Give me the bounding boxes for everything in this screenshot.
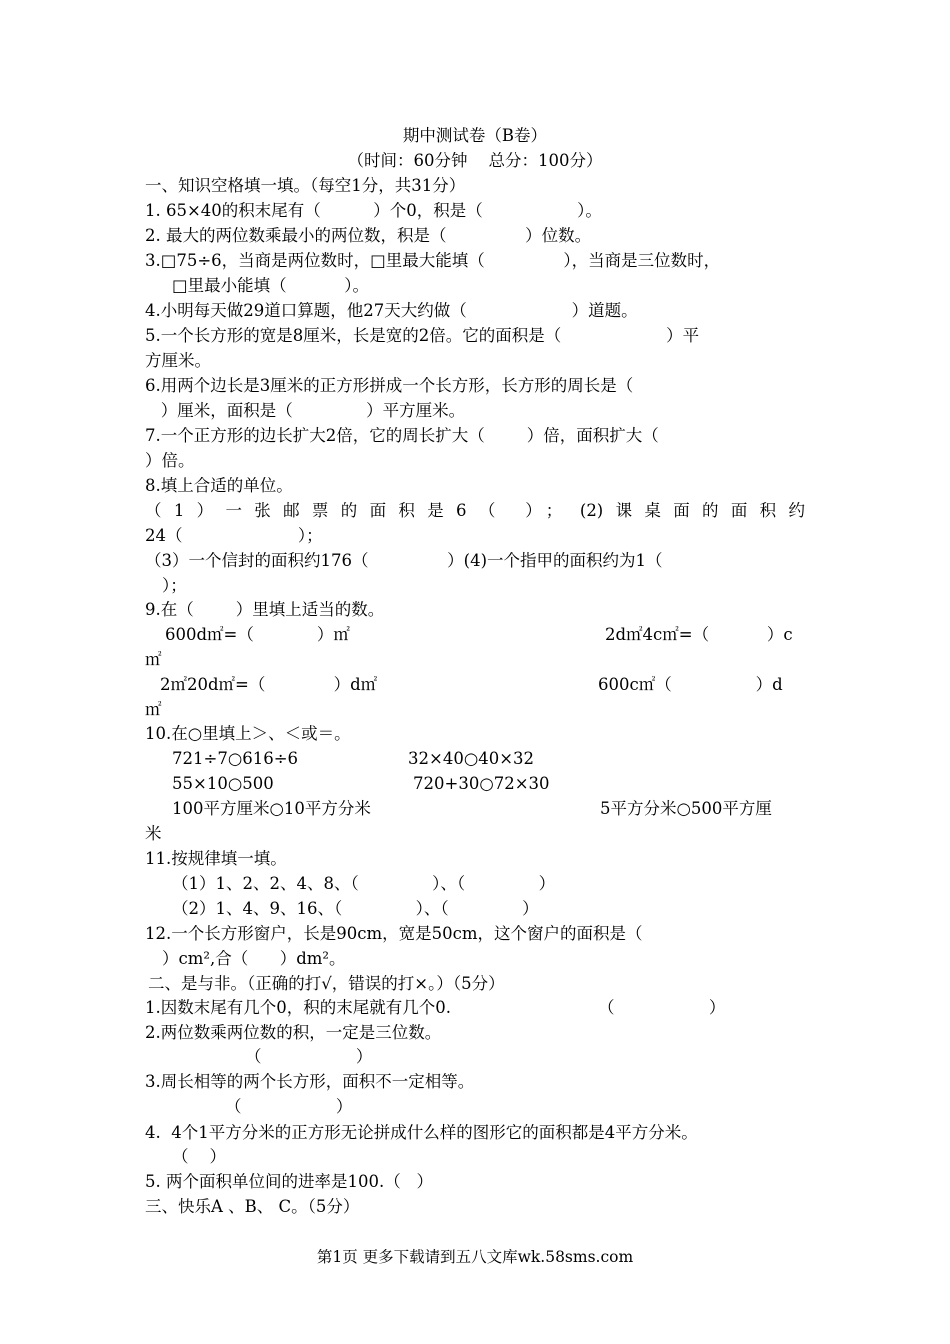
section-2-heading: 二、是与非。（正确的打√，错误的打×。）（5分） — [148, 974, 505, 993]
question-7-line-2: ）倍。 — [145, 451, 195, 470]
question-8-part-1: （1）一张邮票的面积是6（ ）； (2)课桌面的面积约 — [145, 501, 805, 520]
question-8-part-1-cont: 24（ ）； — [145, 526, 323, 545]
question-12-line-1: 12.一个长方形窗户，长是90cm，宽是50cm，这个窗户的面积是（ — [145, 924, 643, 943]
question-4: 4.小明每天做29道口算题，他27天大约做（ ）道题。 — [145, 301, 638, 320]
question-9-item-3: 2㎡20d㎡=（ ）d㎡ — [160, 675, 378, 694]
question-8: 8.填上合适的单位。 — [145, 476, 293, 495]
question-10: 10.在○里填上＞、＜或＝。 — [145, 724, 351, 743]
question-3-line-2: □里最小能填（ ）。 — [172, 276, 370, 295]
question-1: 1. 65×40的积末尾有（ ）个0，积是（ ）。 — [145, 201, 602, 220]
question-9: 9.在（ ）里填上适当的数。 — [145, 600, 385, 619]
question-5-line-2: 方厘米。 — [145, 351, 211, 370]
tf-question-2: 2.两位数乘两位数的积，一定是三位数。 — [145, 1023, 442, 1042]
tf-question-1-answer: （ ） — [598, 998, 726, 1017]
section-1-heading: 一、知识空格填一填。（每空1分，共31分） — [145, 176, 466, 195]
tf-question-1: 1.因数末尾有几个0，积的末尾就有几个0. — [145, 998, 451, 1017]
section-3-heading: 三、快乐A 、B、 C。（5分） — [145, 1197, 360, 1216]
tf-question-4: 4. 4个1平方分米的正方形无论拼成什么样的图形它的面积都是4平方分米。 — [145, 1123, 698, 1142]
question-10-item-2: 32×40○40×32 — [408, 749, 535, 768]
question-9-item-4-unit: ㎡ — [145, 700, 162, 719]
question-9-item-1: 600d㎡=（ ）㎡ — [165, 625, 350, 644]
question-9-item-2: 2d㎡4c㎡=（ ）c — [605, 625, 793, 644]
page-title: 期中测试卷（B卷） — [402, 126, 548, 145]
page-footer: 第1页 更多下载请到五八文库wk.58sms.com — [316, 1248, 634, 1266]
question-11-part-1: （1）1、2、2、4、8、（ ）、（ ） — [172, 874, 556, 893]
question-3-line-1: 3.□75÷6，当商是两位数时，□里最大能填（ ），当商是三位数时， — [145, 251, 721, 270]
question-7-line-1: 7.一个正方形的边长扩大2倍，它的周长扩大（ ）倍，面积扩大（ — [145, 426, 659, 445]
question-6-line-2: ）厘米，面积是（ ）平方厘米。 — [145, 401, 466, 420]
question-11: 11.按规律填一填。 — [145, 849, 287, 868]
question-10-item-1: 721÷7○616÷6 — [172, 749, 299, 768]
question-2: 2. 最大的两位数乘最小的两位数，积是（ ）位数。 — [145, 226, 592, 245]
tf-question-3-answer: （ ） — [225, 1097, 353, 1116]
question-10-item-4: 720+30○72×30 — [413, 774, 550, 793]
question-8-part-3: （3）一个信封的面积约176（ ）(4)一个指甲的面积约为1（ — [145, 551, 663, 570]
tf-question-2-answer: （ ） — [245, 1047, 373, 1066]
question-6-line-1: 6.用两个边长是3厘米的正方形拼成一个长方形，长方形的周长是（ — [145, 376, 634, 395]
tf-question-4-answer: （ ） — [172, 1147, 226, 1166]
question-9-item-2-unit: ㎡ — [145, 650, 162, 669]
question-10-item-3: 55×10○500 — [172, 774, 274, 793]
question-10-item-5: 100平方厘米○10平方分米 — [172, 799, 371, 818]
question-8-part-3-cont: ）； — [162, 576, 187, 595]
question-10-item-6-cont: 米 — [145, 824, 162, 843]
page-subtitle: （时间：60分钟 总分：100分） — [347, 151, 603, 170]
question-9-item-4: 600c㎡（ ）d — [598, 675, 783, 694]
question-11-part-2: （2）1、4、9、16、（ ）、（ ） — [172, 899, 539, 918]
question-5-line-1: 5.一个长方形的宽是8厘米，长是宽的2倍。它的面积是（ ）平 — [145, 326, 700, 345]
tf-question-5: 5. 两个面积单位间的进率是100.（ ） — [145, 1172, 433, 1191]
question-10-item-6: 5平方分米○500平方厘 — [600, 799, 772, 818]
question-12-line-2: ）cm²,合（ ）dm²。 — [162, 949, 346, 968]
tf-question-3: 3.周长相等的两个长方形，面积不一定相等。 — [145, 1072, 475, 1091]
